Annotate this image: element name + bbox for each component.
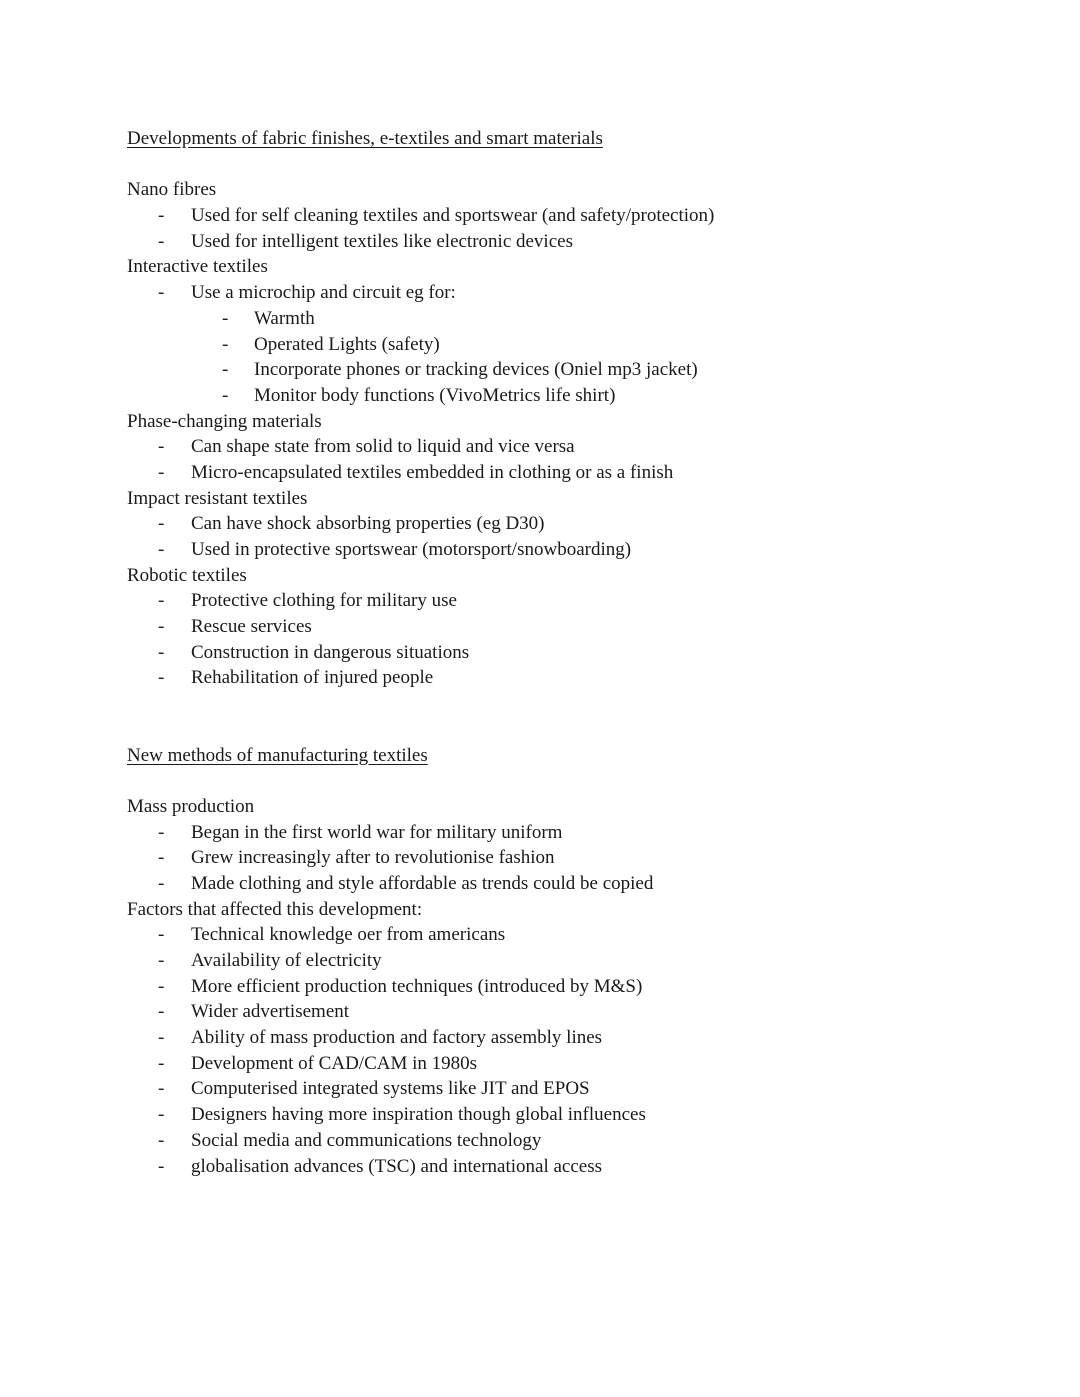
list-item bbox=[127, 614, 987, 640]
sub-list-item bbox=[127, 306, 987, 332]
sub-list-item bbox=[127, 357, 987, 383]
list-item bbox=[127, 640, 987, 666]
document-body bbox=[127, 126, 987, 1179]
list-item bbox=[127, 665, 987, 691]
list-item bbox=[127, 280, 987, 306]
bullet-text: Wider advertisement bbox=[191, 1001, 350, 1023]
list-item bbox=[127, 1025, 987, 1051]
bullet-dash-icon: - bbox=[158, 847, 165, 869]
bullet-dash-icon: - bbox=[158, 513, 165, 535]
bullet-dash-icon: - bbox=[158, 539, 165, 560]
bullet-text: Micro-encapsulated textiles embedded in clothing or as a finish bbox=[191, 461, 674, 483]
bullet-dash-icon: - bbox=[158, 641, 165, 663]
list-item bbox=[127, 820, 987, 846]
group-title: Phase-changing materials bbox=[127, 410, 322, 432]
list-item bbox=[127, 871, 987, 897]
bullet-text: Warmth bbox=[254, 307, 315, 329]
list-item bbox=[127, 1076, 987, 1102]
bullet-dash-icon: - bbox=[158, 1027, 165, 1049]
bullet-text: Rehabilitation of injured people bbox=[191, 667, 434, 689]
list-item bbox=[127, 999, 987, 1025]
bullet-dash-icon: - bbox=[158, 1155, 165, 1177]
bullet-dash-icon: - bbox=[158, 1104, 165, 1126]
bullet-text: Began in the first world war for military uniform bbox=[191, 821, 563, 843]
list-item bbox=[127, 1128, 987, 1154]
bullet-text: Technical knowledge oer from americans bbox=[191, 924, 506, 946]
bullet-dash-icon: - bbox=[158, 1078, 165, 1100]
section-heading: Developments of fabric finishes, e-textiles and smart materials bbox=[127, 128, 603, 149]
list-item bbox=[127, 588, 987, 614]
bullet-dash-icon: - bbox=[158, 975, 165, 997]
bullet-text: Can have shock absorbing properties (eg D30) bbox=[191, 513, 545, 535]
bullet-dash-icon: - bbox=[222, 384, 229, 406]
sub-list-item bbox=[127, 383, 987, 409]
bullet-text: Computerised integrated systems like JIT and EPOS bbox=[191, 1078, 590, 1100]
list-item bbox=[127, 229, 987, 255]
group-title: Mass production bbox=[127, 795, 255, 817]
bullet-dash-icon: - bbox=[158, 1001, 165, 1023]
bullet-dash-icon: - bbox=[222, 359, 229, 381]
group-title: Interactive textiles bbox=[127, 256, 268, 278]
bullet-dash-icon: - bbox=[158, 821, 165, 843]
bullet-dash-icon: - bbox=[158, 461, 165, 483]
bullet-dash-icon: - bbox=[222, 333, 229, 355]
bullet-dash-icon: - bbox=[158, 872, 165, 894]
group-title: Factors that affected this development: bbox=[127, 898, 423, 920]
bullet-text: Grew increasingly after to revolutionise fashion bbox=[191, 847, 555, 869]
bullet-dash-icon: - bbox=[158, 667, 165, 689]
list-item bbox=[127, 1051, 987, 1077]
bullet-text: Ability of mass production and factory assembly lines bbox=[191, 1027, 603, 1049]
bullet-text: globalisation advances (TSC) and international access bbox=[191, 1155, 603, 1177]
bullet-dash-icon: - bbox=[158, 616, 165, 638]
bullet-dash-icon: - bbox=[222, 307, 229, 329]
bullet-dash-icon: - bbox=[158, 436, 165, 458]
bullet-text: Used in protective sportswear (motorsport/snowboarding) bbox=[191, 539, 632, 560]
bullet-text: More efficient production techniques (introduced by M&S) bbox=[191, 975, 643, 997]
list-item bbox=[127, 537, 987, 563]
sub-list-item bbox=[127, 332, 987, 358]
bullet-dash-icon: - bbox=[158, 282, 165, 304]
list-item bbox=[127, 974, 987, 1000]
bullet-text: Made clothing and style affordable as trends could be copied bbox=[191, 872, 654, 894]
list-item bbox=[127, 511, 987, 537]
bullet-text: Used for self cleaning textiles and sportswear (and safety/protection) bbox=[191, 205, 715, 227]
bullet-text: Protective clothing for military use bbox=[191, 590, 457, 612]
group-title: Nano fibres bbox=[127, 179, 217, 201]
list-item bbox=[127, 203, 987, 229]
bullet-dash-icon: - bbox=[158, 950, 165, 972]
list-item bbox=[127, 948, 987, 974]
bullet-dash-icon: - bbox=[158, 590, 165, 612]
bullet-text: Development of CAD/CAM in 1980s bbox=[191, 1052, 478, 1074]
list-item bbox=[127, 434, 987, 460]
bullet-dash-icon: - bbox=[158, 924, 165, 946]
list-item bbox=[127, 845, 987, 871]
section-heading: New methods of manufacturing textiles bbox=[127, 744, 428, 766]
bullet-text: Used for intelligent textiles like electronic devices bbox=[191, 230, 573, 252]
group-title: Impact resistant textiles bbox=[127, 487, 308, 509]
spacer bbox=[127, 152, 987, 178]
bullet-text: Construction in dangerous situations bbox=[191, 641, 470, 663]
bullet-text: Rescue services bbox=[191, 616, 312, 638]
list-item bbox=[127, 1102, 987, 1128]
bullet-text: Operated Lights (safety) bbox=[254, 333, 440, 355]
bullet-text: Incorporate phones or tracking devices (Oniel mp3 jacket) bbox=[254, 359, 698, 381]
bullet-text: Social media and communications technology bbox=[191, 1129, 542, 1151]
spacer bbox=[127, 691, 987, 742]
group-title: Robotic textiles bbox=[127, 564, 247, 586]
spacer bbox=[127, 768, 987, 794]
bullet-dash-icon: - bbox=[158, 205, 165, 227]
bullet-text: Availability of electricity bbox=[191, 950, 382, 972]
list-item bbox=[127, 922, 987, 948]
bullet-dash-icon: - bbox=[158, 1052, 165, 1074]
bullet-text: Monitor body functions (VivoMetrics life shirt) bbox=[254, 384, 616, 406]
bullet-text: Use a microchip and circuit eg for: bbox=[191, 282, 456, 304]
bullet-text: Designers having more inspiration though global influences bbox=[191, 1104, 646, 1126]
bullet-text: Can shape state from solid to liquid and vice versa bbox=[191, 436, 575, 458]
bullet-dash-icon: - bbox=[158, 1129, 165, 1151]
list-item bbox=[127, 1154, 987, 1180]
list-item bbox=[127, 460, 987, 486]
bullet-dash-icon: - bbox=[158, 230, 165, 252]
